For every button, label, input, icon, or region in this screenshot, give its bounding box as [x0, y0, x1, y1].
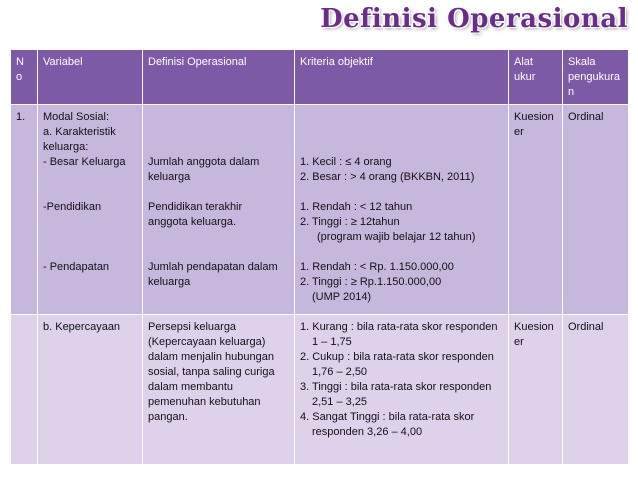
cell-alat-ukur: Kuesion er	[509, 105, 563, 315]
table-header-row	[11, 50, 629, 105]
krit-kurang: 1. Kurang : bila rata-rata skor responden 1 – 1,75	[300, 321, 498, 348]
def-pendapatan-2: keluarga	[148, 276, 191, 288]
header-skala: Skala pengukura n	[563, 50, 629, 105]
definition-table	[10, 49, 629, 465]
var-besar-keluarga: - Besar Keluarga	[43, 156, 126, 168]
slide-title: Definisi Operasional	[320, 4, 628, 34]
table-row	[11, 315, 629, 465]
def-besar-keluarga-2: keluarga	[148, 171, 191, 183]
cell-variabel	[38, 105, 143, 315]
cell-alat-ukur: Kuesion er	[509, 315, 563, 465]
header-kriteria: Kriteria objektif	[295, 50, 509, 105]
krit-pendapatan-1: 1. Rendah : < Rp. 1.150.000,00	[300, 261, 454, 273]
krit-pendidikan-2: 2. Tinggi : ≥ 12tahun	[300, 216, 400, 228]
cell-skala: Ordinal	[563, 105, 629, 315]
var-sub-a: a. Karakteristik	[43, 126, 116, 138]
def-besar-keluarga-1: Jumlah anggota dalam	[148, 156, 260, 168]
cell-kriteria	[295, 315, 509, 465]
krit-pendapatan-2: 2. Tinggi : ≥ Rp.1.150.000,00	[300, 276, 442, 288]
krit-tinggi: 3. Tinggi : bila rata-rata skor responden 2,51 – 3,25	[300, 381, 492, 408]
var-title: Modal Sosial:	[43, 111, 110, 123]
krit-sangat-tinggi: 4. Sangat Tinggi : bila rata-rata skor responden 3,26 – 4,00	[300, 411, 475, 438]
header-alat-ukur: Alat ukur	[509, 50, 563, 105]
cell-no: 1.	[11, 105, 38, 315]
krit-besar-1: 1. Kecil : ≤ 4 orang	[300, 156, 392, 168]
cell-variabel: b. Kepercayaan	[38, 315, 143, 465]
var-pendidikan: -Pendidikan	[43, 201, 102, 213]
cell-definisi	[143, 105, 295, 315]
table-row	[11, 105, 629, 315]
krit-pendidikan-note: (program wajib belajar 12 tahun)	[317, 231, 476, 243]
header-no: N o	[11, 50, 38, 105]
krit-pendidikan-1: 1. Rendah : < 12 tahun	[300, 201, 413, 213]
cell-skala: Ordinal	[563, 315, 629, 465]
cell-definisi: Persepsi keluarga (Kepercayaan keluarga) dalam menjalin hubungan sosial, tanpa saling curiga dalam membantu pemenuhan kebutuhan pangan.	[143, 315, 295, 465]
var-pendapatan: - Pendapatan	[43, 261, 110, 273]
krit-cukup: 2. Cukup : bila rata-rata skor responden 1,76 – 2,50	[300, 351, 494, 378]
header-definisi: Definisi Operasional	[143, 50, 295, 105]
krit-besar-2: 2. Besar : > 4 orang (BKKBN, 2011)	[300, 171, 475, 183]
krit-pendapatan-note: (UMP 2014)	[312, 291, 372, 303]
def-pendidikan-1: Pendidikan terakhir	[148, 201, 243, 213]
cell-no	[11, 315, 38, 465]
def-pendapatan-1: Jumlah pendapatan dalam	[148, 261, 278, 273]
cell-kriteria	[295, 105, 509, 315]
header-variabel: Variabel	[38, 50, 143, 105]
var-sub-a2: keluarga:	[43, 141, 89, 153]
def-pendidikan-2: anggota keluarga.	[148, 216, 237, 228]
